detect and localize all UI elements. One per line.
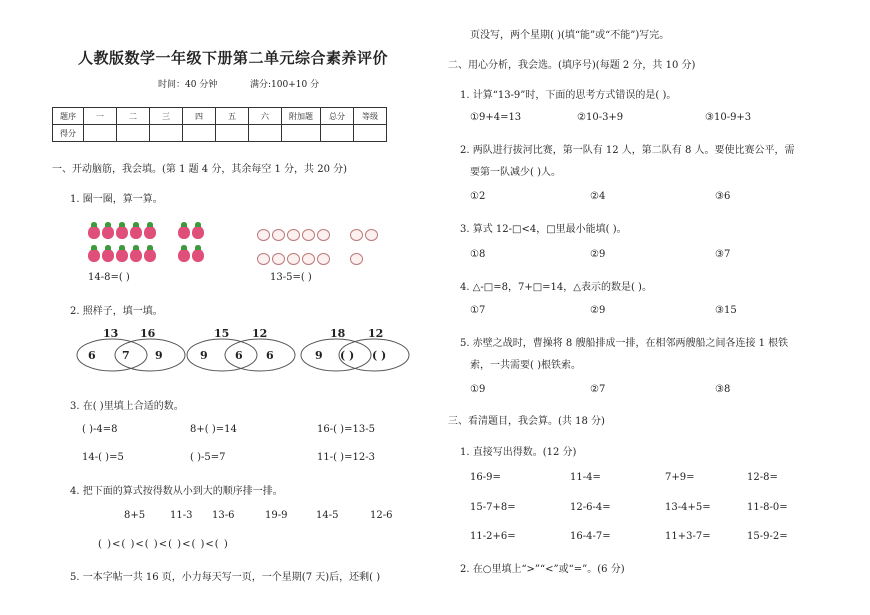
q3-expr[interactable]: ( )-4=8 <box>82 424 118 435</box>
question-2-5-line2: 索，一共需要( )根铁索。 <box>470 360 581 371</box>
venn-1-middle: 7 <box>122 349 130 362</box>
venn-2-right: 6 <box>266 349 274 362</box>
venn-3-right-blank[interactable]: ( ) <box>372 349 387 362</box>
strawberry-icon <box>116 249 128 262</box>
page-title: 人教版数学一年级下册第二单元综合素养评价 <box>78 49 389 67</box>
cake-icon <box>272 253 285 265</box>
venn-2-left: 9 <box>200 349 208 362</box>
calc-item[interactable]: 7+9= <box>665 472 695 483</box>
cake-icon <box>317 229 330 241</box>
venn-2-middle: 6 <box>235 349 243 362</box>
q3-expr[interactable]: ( )-5=7 <box>190 452 226 463</box>
section-2-heading: 二、用心分析，我会选。(填序号)(每题 2 分，共 10 分) <box>448 60 696 71</box>
venn-3-left: 9 <box>315 349 323 362</box>
cake-icon <box>302 253 315 265</box>
score-header: 四 <box>183 108 216 125</box>
score-cell[interactable] <box>84 125 117 142</box>
score-table <box>52 107 387 142</box>
option[interactable]: ②7 <box>590 384 606 395</box>
calc-item[interactable]: 13-4+5= <box>665 502 711 513</box>
score-header: 六 <box>249 108 282 125</box>
calc-item[interactable]: 12-6-4= <box>570 502 611 513</box>
strawberry-icon <box>192 249 204 262</box>
section-1-heading: 一、开动脑筋，我会填。(第 1 题 4 分，其余每空 1 分，共 20 分) <box>52 164 348 175</box>
exam-time: 时间：40 分钟 <box>158 80 218 90</box>
question-2-5-line1: 5. 赤壁之战时，曹操将 8 艘船排成一排，在相邻两艘船之间各连接 1 根铁 <box>460 338 789 349</box>
cake-icon <box>317 253 330 265</box>
option[interactable]: ①9+4=13 <box>470 112 522 123</box>
calc-item[interactable]: 12-8= <box>747 472 778 483</box>
cake-icon <box>272 229 285 241</box>
score-cell[interactable] <box>216 125 249 142</box>
strawberry-icon <box>130 226 142 239</box>
calc-item[interactable]: 11+3-7= <box>665 531 711 542</box>
score-cell[interactable] <box>183 125 216 142</box>
option[interactable]: ③8 <box>715 384 731 395</box>
cake-icon <box>350 229 363 241</box>
question-1-1: 1. 圈一圈，算一算。 <box>70 194 163 205</box>
option[interactable]: ②10-3+9 <box>577 112 624 123</box>
score-cell[interactable] <box>117 125 150 142</box>
q4-expr: 8+5 <box>124 510 146 521</box>
strawberry-icon <box>144 226 156 239</box>
strawberry-group <box>88 224 206 266</box>
strawberry-icon <box>178 249 190 262</box>
cake-icon <box>350 253 363 265</box>
option[interactable]: ①2 <box>470 191 486 202</box>
venn-2-top-right: 12 <box>252 327 268 340</box>
calc-item[interactable]: 16-9= <box>470 472 501 483</box>
q3-expr[interactable]: 16-( )=13-5 <box>317 424 375 435</box>
strawberry-icon <box>178 226 190 239</box>
cake-group <box>257 226 380 269</box>
score-cell[interactable] <box>321 125 354 142</box>
venn-1-top-left: 13 <box>103 327 119 340</box>
q4-order-blanks[interactable]: ( )<( )<( )<( )<( )<( ) <box>98 539 229 550</box>
score-cell[interactable] <box>282 125 321 142</box>
score-header: 题序 <box>53 108 84 125</box>
q4-expr: 14-5 <box>316 510 339 521</box>
strawberry-icon <box>130 249 142 262</box>
score-header: 附加题 <box>282 108 321 125</box>
option[interactable]: ②9 <box>590 305 606 316</box>
cake-icon <box>257 229 270 241</box>
question-1-4: 4. 把下面的算式按得数从小到大的顺序排一排。 <box>70 486 283 497</box>
score-row-label: 得分 <box>53 125 84 142</box>
cake-icon <box>302 229 315 241</box>
calc-item[interactable]: 15-9-2= <box>747 531 788 542</box>
q4-expr: 12-6 <box>370 510 393 521</box>
score-cell[interactable] <box>354 125 387 142</box>
question-3-1: 1. 直接写出得数。(12 分) <box>460 447 577 458</box>
option[interactable]: ①7 <box>470 305 486 316</box>
strawberry-icon <box>102 249 114 262</box>
calc-item[interactable]: 15-7+8= <box>470 502 516 513</box>
option[interactable]: ②9 <box>590 249 606 260</box>
q4-expr: 19-9 <box>265 510 288 521</box>
section-3-heading: 三、看清题目，我会算。(共 18 分) <box>448 416 605 427</box>
q4-expr: 13-6 <box>212 510 235 521</box>
calc-item[interactable]: 16-4-7= <box>570 531 611 542</box>
strawberry-icon <box>102 226 114 239</box>
score-header: 三 <box>150 108 183 125</box>
strawberry-icon <box>88 249 100 262</box>
strawberry-icon <box>192 226 204 239</box>
calc-item[interactable]: 11-8-0= <box>747 502 788 513</box>
option[interactable]: ②4 <box>590 191 606 202</box>
question-1-5: 5. 一本字帖一共 16 页，小力每天写一页，一个星期(7 天)后，还剩( ) <box>70 572 381 583</box>
venn-1-right: 9 <box>155 349 163 362</box>
calc-item[interactable]: 11-4= <box>570 472 601 483</box>
question-1-5-continued: 页没写，两个星期( )(填“能”或“不能”)写完。 <box>470 30 670 41</box>
question-2-3: 3. 算式 12-□<4，□里最小能填( )。 <box>460 224 627 235</box>
venn-1-left: 6 <box>88 349 96 362</box>
q3-expr[interactable]: 8+( )=14 <box>190 424 237 435</box>
question-2-2-line2: 要第一队减少( )人。 <box>470 167 561 178</box>
q3-expr[interactable]: 14-( )=5 <box>82 452 124 463</box>
q3-expr[interactable]: 11-( )=12-3 <box>317 452 375 463</box>
option[interactable]: ③15 <box>715 305 737 316</box>
question-2-2-line1: 2. 两队进行拔河比赛，第一队有 12 人，第二队有 8 人。要使比赛公平，需 <box>460 145 795 156</box>
question-2-1: 1. 计算“13-9”时，下面的思考方式错误的是( )。 <box>460 90 677 101</box>
strawberry-icon <box>88 226 100 239</box>
venn-1-top-right: 16 <box>140 327 156 340</box>
question-1-1-a: 14-8=( ) <box>88 272 130 283</box>
cake-icon <box>287 253 300 265</box>
question-1-2: 2. 照样子，填一填。 <box>70 306 163 317</box>
score-cell[interactable] <box>150 125 183 142</box>
cake-icon <box>257 253 270 265</box>
score-header: 等级 <box>354 108 387 125</box>
option[interactable]: ③7 <box>715 249 731 260</box>
question-2-4: 4. △-□=8，7+□=14，△表示的数是( )。 <box>460 282 652 293</box>
score-header: 二 <box>117 108 150 125</box>
strawberry-icon <box>144 249 156 262</box>
score-header: 总分 <box>321 108 354 125</box>
option[interactable]: ①9 <box>470 384 486 395</box>
score-header: 一 <box>84 108 117 125</box>
venn-2-top-left: 15 <box>214 327 230 340</box>
score-cell[interactable] <box>249 125 282 142</box>
option[interactable]: ①8 <box>470 249 486 260</box>
calc-item[interactable]: 11-2+6= <box>470 531 516 542</box>
venn-3-middle-blank[interactable]: ( ) <box>340 349 355 362</box>
strawberry-icon <box>116 226 128 239</box>
question-1-3: 3. 在( )里填上合适的数。 <box>70 401 184 412</box>
cake-icon <box>365 229 378 241</box>
question-3-2: 2. 在○里填上“>”“<”或“=”。(6 分) <box>460 564 625 575</box>
q4-expr: 11-3 <box>170 510 193 521</box>
exam-full-score: 满分:100+10 分 <box>250 80 320 90</box>
cake-icon <box>287 229 300 241</box>
option[interactable]: ③10-9+3 <box>705 112 752 123</box>
question-1-1-b: 13-5=( ) <box>270 272 312 283</box>
venn-3-top-left: 18 <box>330 327 346 340</box>
venn-3-top-right: 12 <box>368 327 384 340</box>
option[interactable]: ③6 <box>715 191 731 202</box>
score-header: 五 <box>216 108 249 125</box>
